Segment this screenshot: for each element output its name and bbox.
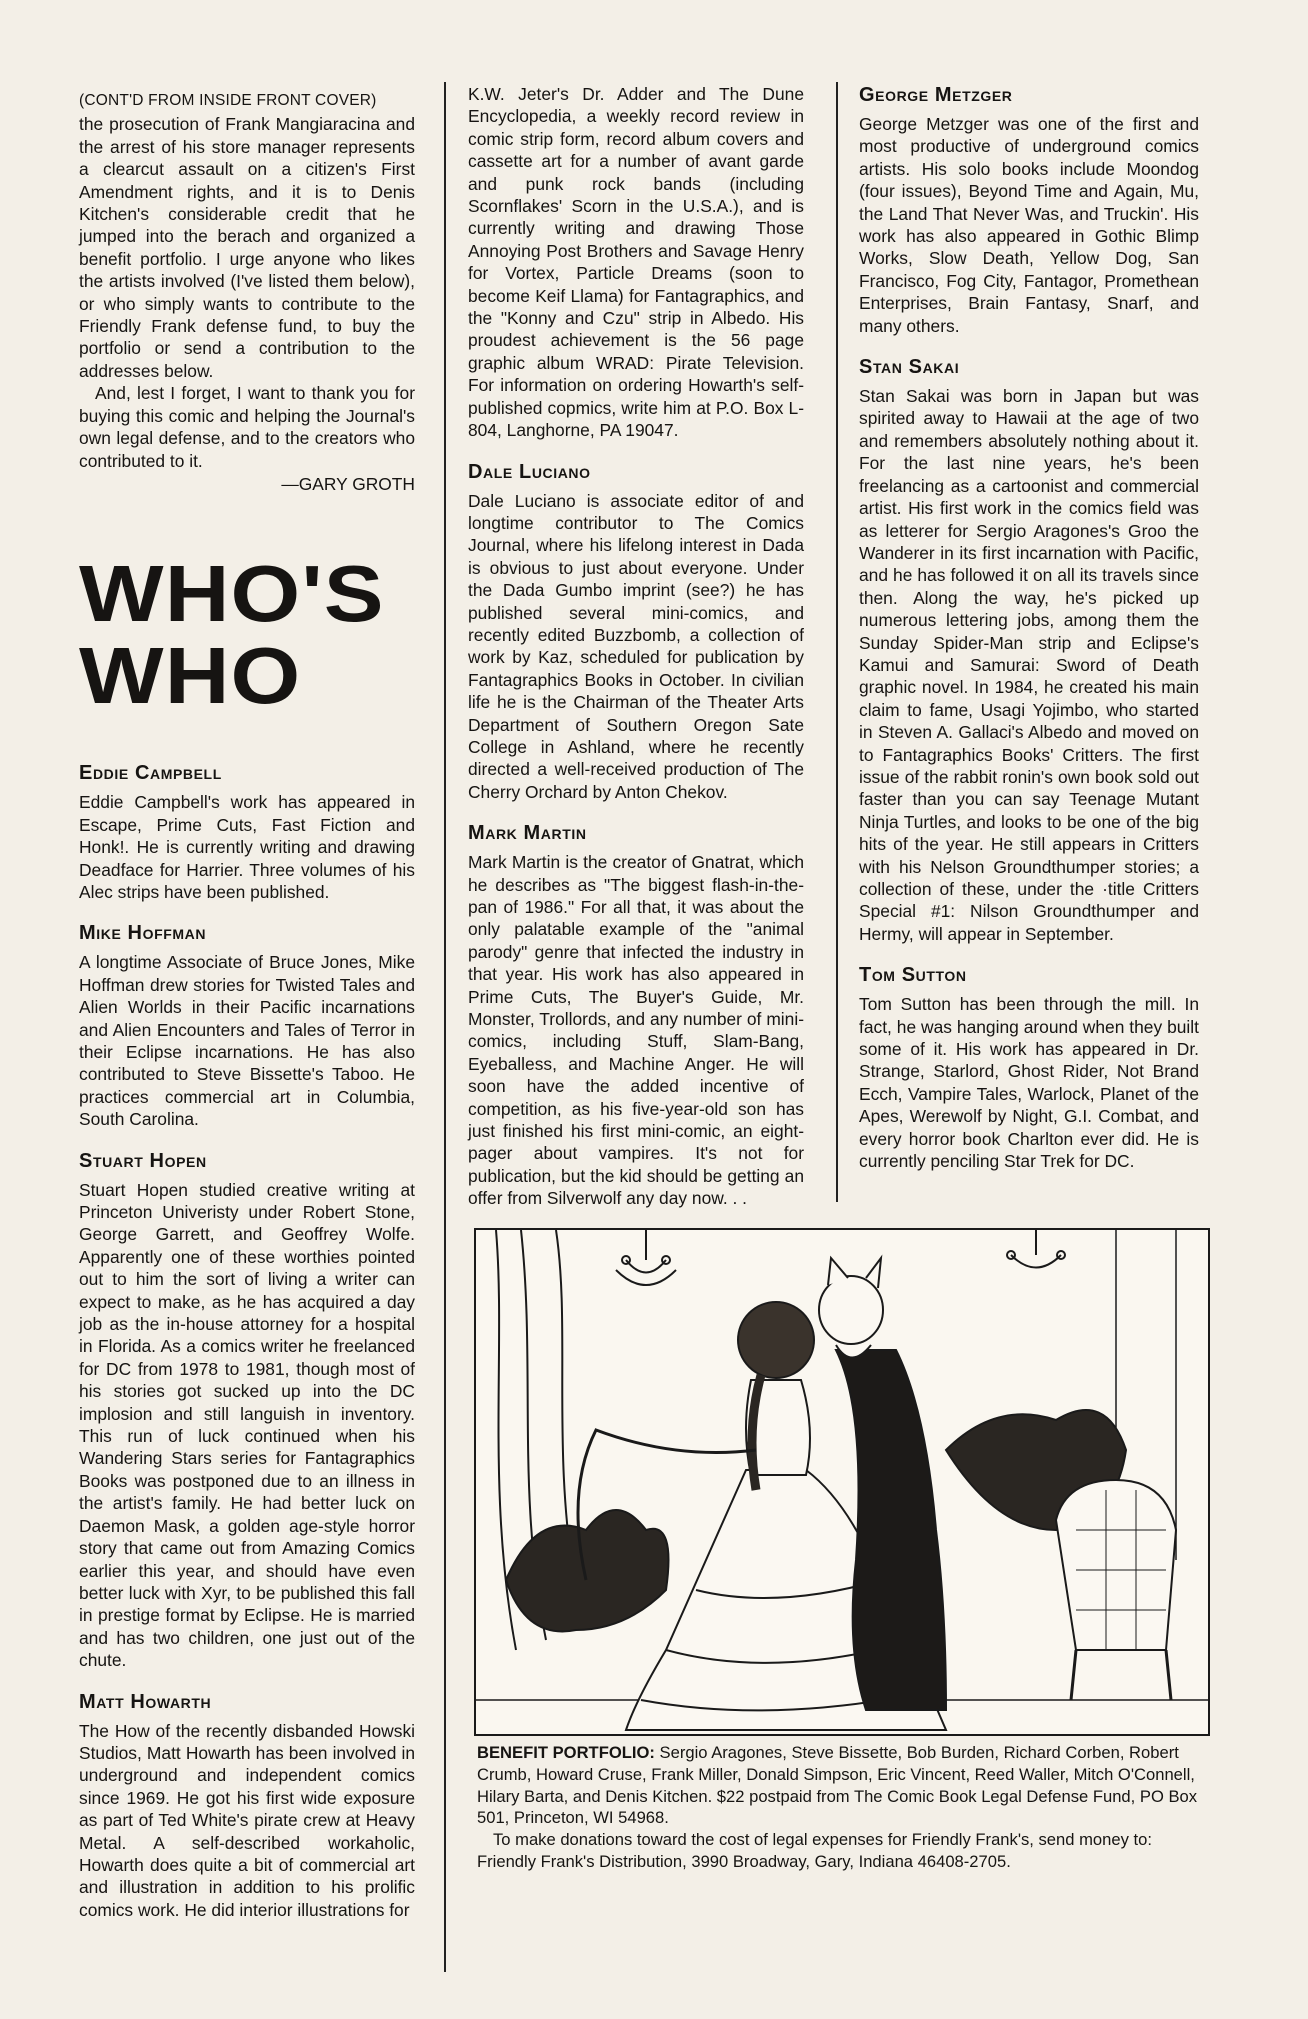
dancing-couple-illustration [476,1230,1208,1734]
bio-stuart-hopen: Stuart Hopen studied creative writing at Princeton Univeristy under Robert Stone, George Garrett, and Geoffrey Wolfe. Apparently one of these worthies pointed out to him the sort of living a writer can expect to make, as he has acquired a day job as the in-house attorney for a hospital in Florida. As a comics writer he freelanced for DC from 1978 to 1981, though most of his stories got sucked up into the DC implosion and still languish in inventory. This run of luck continued when his Wandering Stars series for Fantagraphics Books was postponed due to an illness in the artist's family. He had better luck on Daemon Mask, a golden age-style horror story that came out from Amazing Comics earlier this year, and should have even better luck with Xyr, to be published this fall in prestige format by Eclipse. He is married and has two children, one just out of the chute. [79,1179,415,1671]
bio-name-tom-sutton: Tom Sutton [859,964,967,987]
caption-artists-text: Sergio Aragones, Steve Bissette, Bob Burden, Richard Corben, Robert Crumb, Howard Cruse, Frank Miller, Donald Simpson, Eric Vincent, Reed Waller, Mitch O'Connell, Hilary Barta, and Denis Kitchen. $22 postpaid from The Comic Book Legal Defense Fund, PO Box 501, Princeton, WI 54968. [477,1743,1198,1828]
bio-stan-sakai: Stan Sakai was born in Japan but was spirited away to Hawaii at the age of two and remembers absolutely nothing about it. For the last nine years, he's been freelancing as a cartoonist and commercial artist. His first work in the comics field was as letterer for Sergio Aragones's Groo the Wanderer in its first incarnation with Pacific, and he has followed it on all its travels since then. Along the way, he's picked up numerous lettering jobs, among them the Sunday Spider-Man strip and Eclipse's Kamui and Samurai: Sword of Death graphic novel. In 1984, he created his main claim to fame, Usagi Yojimbo, who started in Steven A. Gallaci's Albedo and moved on to Fantagraphics Books' Critters. The first issue of the rabbit ronin's own book sold out faster than you can say Teenage Mutant Ninja Turtles, and looks to be one of the big hits of the year. He still appears in Critters with his Nelson Groundthumper stories; a collection of these, under the ·title Critters Special #1: Nilson Groundthumper and Hermy, will appear in September. [859,386,1199,944]
bio-mike-hoffman: A longtime Associate of Bruce Jones, Mike Hoffman drew stories for Twisted Tales and Alien Worlds in their Pacific incarnations and Alien Encounters and Tales of Terror in their Eclipse incarnations. He has also contributed to Steve Bissette's Taboo. He practices commercial art in Columbia, South Carolina. [79,952,415,1130]
bio-george-metzger: George Metzger was one of the first and most productive of underground comics artists. His solo books include Moondog (four issues), Beyond Time and Again, Mu, the Land That Never Was, and Truckin'. His work has also appeared in Gothic Blimp Works, Slow Death, Yellow Dog, San Francisco, Fog City, Fantagor, Promethean Enterprises, Brain Fantasy, Snarf, and many others. [859,114,1199,336]
bio-name-george-metzger: George Metzger [859,84,1013,106]
editorial-signature: —GARY GROTH [281,473,415,494]
caption-label: BENEFIT PORTFOLIO: [477,1743,655,1762]
caption-paragraph [477,1742,1199,1829]
heading-line-2: WHO [79,631,302,721]
bio-tom-sutton: Tom Sutton has been through the mill. In fact, he was hanging around when they built some of it. His work has appeared in Dr. Strange, Starlord, Ghost Rider, Not Brand Ecch, Vampire Tales, Warlock, Planet of the Apes, Werewolf by Night, G.I. Combat, and every horror book Charlton ever did. He is currently penciling Star Trek for DC. [859,994,1199,1172]
bio-name-mike-hoffman: Mike Hoffman [79,922,207,945]
bio-matt-howarth: The How of the recently disbanded Howski Studios, Matt Howarth has been involved in underground and independent comics since 1969. He got his first wide exposure as part of Ted White's pirate crew at Heavy Metal. A self-described workaholic, Howarth does quite a bit of commercial art and illustration in addition to his prolific comics work. He did interior illustrations for [79,1720,415,1920]
continued-label: (CONT'D FROM INSIDE FRONT COVER) [79,92,377,109]
column-rule-1 [444,82,446,1972]
bio-name-matt-howarth: Matt Howarth [79,1690,212,1713]
benefit-portfolio-caption [477,1742,1199,1873]
bio-name-mark-martin: Mark Martin [468,822,587,845]
portfolio-illustration [474,1228,1210,1736]
bio-eddie-campbell: Eddie Campbell's work has appeared in Escape, Prime Cuts, Fast Fiction and Honk!. He is currently writing and drawing Deadface for Harrier. Three volumes of his Alec strips have been published. [79,792,415,902]
bio-name-dale-luciano: Dale Luciano [468,460,591,483]
column-3 [859,83,1199,1172]
bio-matt-howarth-continued: K.W. Jeter's Dr. Adder and The Dune Encyclopedia, a weekly record review in comic strip form, record album covers and cassette art for a number of avant garde and punk rock bands (including Scornflakes' Scorn in the U.S.A.), and is currently writing and drawing Those Annoying Post Brothers and Savage Henry for Vortex, Particle Dreams (soon to become Keif Llama) for Fantagraphics, and the "Konny and Czu" strip in Albedo. His proudest achievement is the 56 page graphic album WRAD: Pirate Television. For information on ordering Howarth's self-published copmics, write him at P.O. Box L-804, Langhorne, PA 19047. [468,84,804,441]
column-1 [79,90,415,1921]
bio-mark-martin: Mark Martin is the creator of Gnatrat, which he describes as "The biggest flash-in-the-pan of 1986." For all that, it was about the only palatable example of the "animal parody" genre that infected the industry in that year. His work has also appeared in Prime Cuts, The Buyer's Guide, Mr. Monster, Trollords, and any number of mini-comics, including Stuff, Slam-Bang, Eyeballess, and Machine Anger. He will soon have the added incentive of competition, as his five-year-old son has just finished his first mini-comic, an eight-pager about vampires. It's not for publication, but the kid should be getting an offer from Silverwolf any day now. . . [468,852,804,1209]
column-rule-2 [836,82,838,1202]
bio-dale-luciano: Dale Luciano is associate editor of and longtime contributor to The Comics Journal, where his lifelong interest in Dada is obvious to just about everyone. Under the Dada Gumbo imprint (see?) he has published several mini-comics, and recently edited Buzzbomb, a collection of work by Kaz, scheduled for publication by Fantagraphics Books in October. In civilian life he is the Chairman of the Theater Arts Department of Southern Oregon Sate College in Ashland, where he recently directed a well-received production of The Cherry Orchard by Anton Chekov. [468,490,804,802]
column-2 [468,83,804,1210]
editorial-paragraph-2: And, lest I forget, I want to thank you for buying this comic and helping the Journal's own legal defense, and to the creators who contributed to it. [79,383,415,471]
heading-line-1: WHO'S [79,549,385,639]
bio-name-stuart-hopen: Stuart Hopen [79,1149,207,1172]
donations-paragraph: To make donations toward the cost of legal expenses for Friendly Frank's, send money to: Friendly Frank's Distribution, 3990 Broadway, Gary, Indiana 46408-2705. [477,1830,1152,1871]
editorial-paragraph-1: the prosecution of Frank Mangiaracina and the arrest of his store manager represents a clearcut assault on a citizen's First Amendment rights, and it is to Denis Kitchen's considerable credit that he jumped into the berach and organized a benefit portfolio. I urge anyone who likes the artists involved (I've listed them below), or who simply wants to contribute to the Friendly Frank defense fund, to buy the portfolio or send a contribution to the addresses below. [79,114,415,381]
bio-name-stan-sakai: Stan Sakai [859,356,960,379]
bio-name-eddie-campbell: Eddie Campbell [79,762,222,785]
whos-who-heading [79,549,455,721]
